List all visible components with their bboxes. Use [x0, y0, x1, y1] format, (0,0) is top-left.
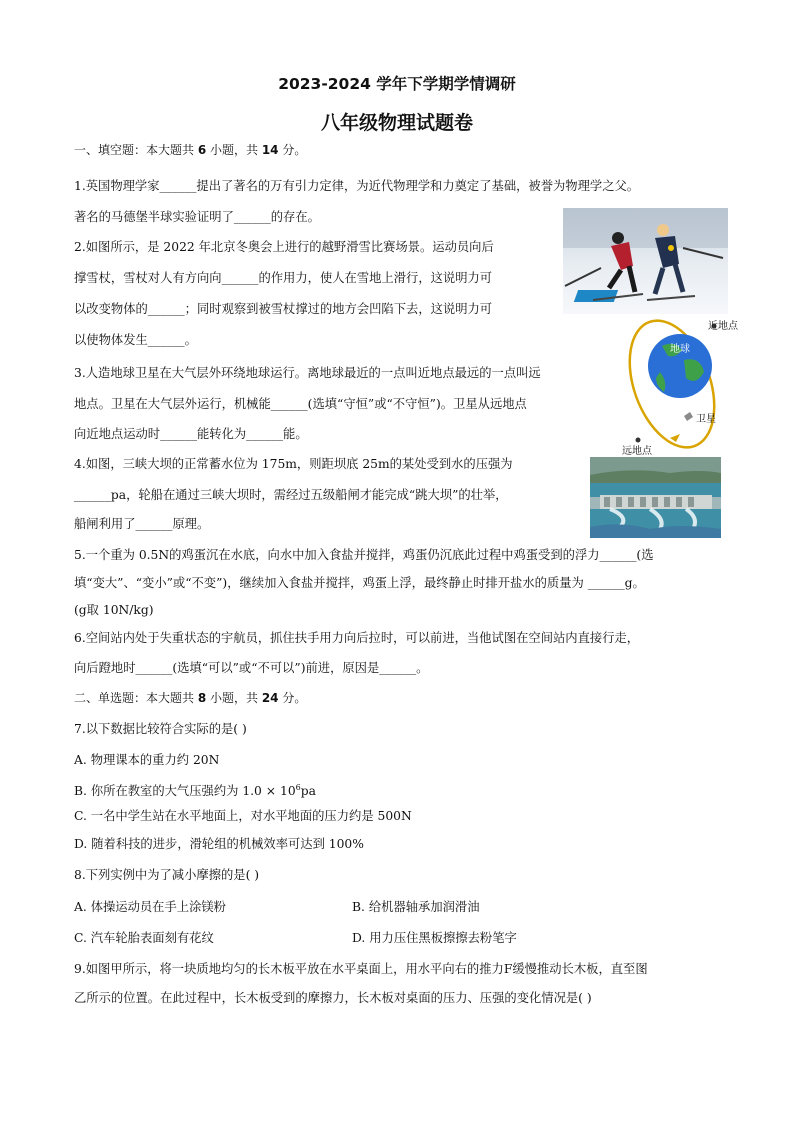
- question-7-option-a: A. 物理课本的重力约 20N: [74, 753, 220, 767]
- question-1-line-2: 著名的马德堡半球实验证明了______的存在。: [74, 210, 320, 224]
- satellite-orbit-diagram: [612, 316, 742, 458]
- question-8-option-d: D. 用力压住黑板擦擦去粉笔字: [352, 931, 517, 945]
- question-2-line-1: 2.如图所示，是 2022 年北京冬奥会上进行的越野滑雪比赛场景。运动员向后: [74, 240, 494, 254]
- question-7-option-c: C. 一名中学生站在水平地面上，对水平地面的压力约是 500N: [74, 809, 412, 823]
- question-7-option-d: D. 随着科技的进步，滑轮组的机械效率可达到 100%: [74, 837, 364, 851]
- question-8-option-a: A. 体操运动员在手上涂镁粉: [74, 900, 226, 914]
- question-5-line-3: (g取 10N/kg): [74, 603, 154, 617]
- skiing-photo: [563, 208, 728, 314]
- question-5-line-2: 填“变大”、“变小”或“不变”)，继续加入食盐并搅拌，鸡蛋上浮，最终静止时排开盐水的质量为 ______g。: [74, 576, 645, 590]
- question-7-stem: 7.以下数据比较符合实际的是( ): [74, 722, 247, 736]
- skiing-illustration: [563, 208, 728, 314]
- question-8-stem: 8.下列实例中为了减小摩擦的是( ): [74, 868, 260, 882]
- satellite-label: 卫星: [696, 414, 716, 425]
- question-3-line-1: 3.人造地球卫星在大气层外环绕地球运行。离地球最近的一点叫近地点最远的一点叫远: [74, 366, 541, 380]
- section-heading-2: 二、单选题：本大题共 8 小题，共 24 分。: [74, 691, 307, 705]
- question-5-line-1: 5.一个重为 0.5N的鸡蛋沉在水底，向水中加入食盐并搅拌，鸡蛋仍沉底此过程中鸡蛋受到的浮力______(选: [74, 548, 654, 562]
- earth-label: 地球: [670, 344, 690, 355]
- question-6-line-2: 向后蹬地时______(选填“可以”或“不可以”)前进，原因是______。: [74, 661, 429, 675]
- exam-title: 2023-2024 学年下学期学情调研: [278, 75, 516, 93]
- exam-subtitle: 八年级物理试题卷: [320, 112, 473, 134]
- apogee-label: 远地点: [622, 446, 652, 457]
- perigee-label: 近地点: [708, 321, 738, 332]
- question-2-line-4: 以使物体发生______。: [74, 333, 197, 347]
- satellite-icon: [684, 412, 693, 421]
- question-3-line-2: 地点。卫星在大气层外运行，机械能______(选填“守恒”或“不守恒”)。卫星从远地点: [74, 397, 527, 411]
- question-3-line-3: 向近地点运动时______能转化为______能。: [74, 427, 308, 441]
- question-4-line-1: 4.如图，三峡大坝的正常蓄水位为 175m，则距坝底 25m的某处受到水的压强为: [74, 457, 513, 471]
- three-gorges-dam-photo: [590, 457, 721, 538]
- section-heading-1: 一、填空题：本大题共 6 小题，共 14 分。: [74, 143, 307, 157]
- question-2-line-3: 以改变物体的______；同时观察到被雪杖撑过的地方会凹陷下去，这说明力可: [74, 302, 493, 316]
- question-7-option-b: B. 你所在教室的大气压强约为 $1.0 \times 10^6pa$: [74, 783, 316, 799]
- question-4-line-3: 船闸利用了______原理。: [74, 517, 210, 531]
- question-4-line-2: ______pa，轮船在通过三峡大坝时，需经过五级船闸才能完成“跳大坝”的壮举，: [74, 488, 508, 502]
- question-2-line-2: 撑雪杖，雪杖对人有方向向______的作用力，使人在雪地上滑行，这说明力可: [74, 271, 493, 285]
- question-6-line-1: 6.空间站内处于失重状态的宇航员，抓住扶手用力向后拉时，可以前进，当他试图在空间站内直接行走，: [74, 631, 640, 645]
- question-8-option-c: C. 汽车轮胎表面刻有花纹: [74, 931, 214, 945]
- question-8-option-b: B. 给机器轴承加润滑油: [352, 900, 480, 914]
- question-1-line-1: 1.英国物理学家______提出了著名的万有引力定律，为近代物理学和力奠定了基础，被誉为物理学之父。: [74, 179, 640, 193]
- question-9-line-1: 9.如图甲所示，将一块质地均匀的长木板平放在水平桌面上，用水平向右的推力F缓慢推动长木板，直至图: [74, 962, 648, 976]
- question-9-line-2: 乙所示的位置。在此过程中，长木板受到的摩擦力，长木板对桌面的压力、压强的变化情况是( ): [74, 991, 592, 1005]
